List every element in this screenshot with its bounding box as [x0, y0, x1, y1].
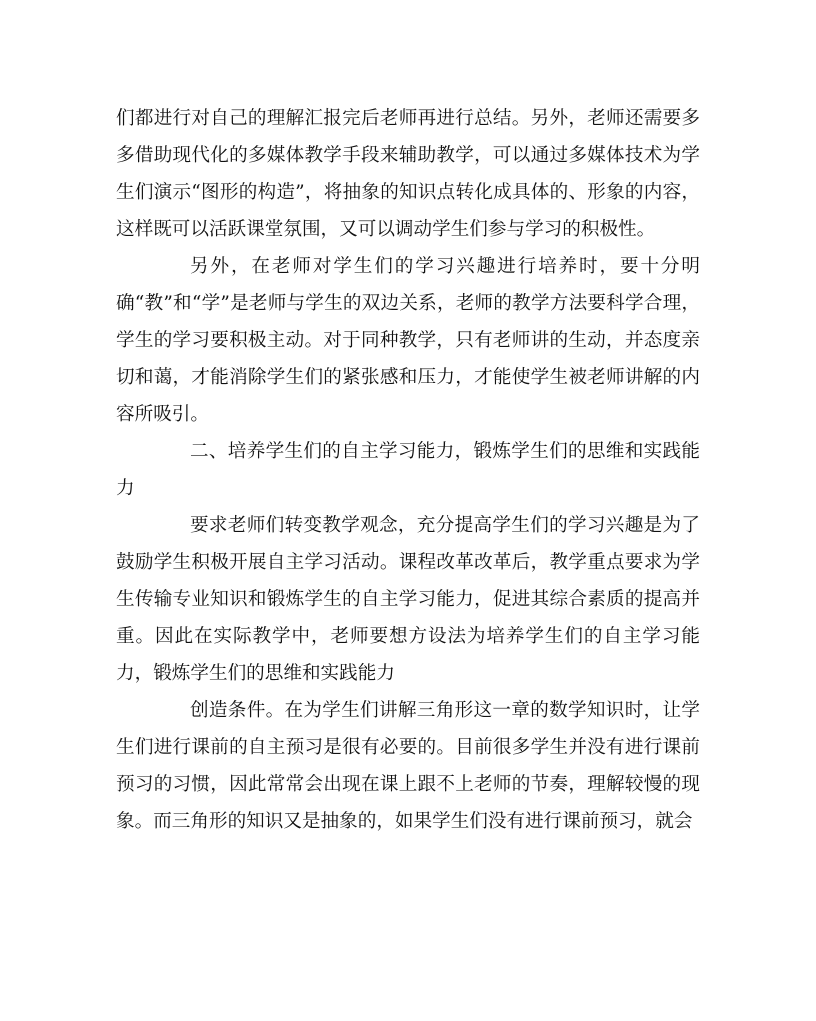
paragraph-self-learning: 要求老师们转变教学观念，充分提高学生们的学习兴趣是为了鼓励学生积极开展自主学习活动。课程改革改革后，教学重点要求为学生传输专业知识和锻炼学生的自主学习能力，促进其综合素质的提高并重。因此在实际教学中，老师要想方设法为培养学生们的自主学习能力，锻炼学生们的思维和实践能力: [116, 515, 700, 684]
paragraph-preview: 创造条件。在为学生们讲解三角形这一章的数学知识时，让学生们进行课前的自主预习是很有必要的。目前很多学生并没有进行课前预习的习惯，因此常常会出现在课上跟不上老师的节奏，理解较慢的现象。而三角形的知识又是抽象的，如果学生们没有进行课前预习，就会: [116, 700, 700, 832]
paragraph-continuation: 们都进行对自己的理解汇报完后老师再进行总结。另外，老师还需要多多借助现代化的多媒体教学手段来辅助教学，可以通过多媒体技术为学生们演示“图形的构造”，将抽象的知识点转化成具体的、形象的内容，这样既可以活跃课堂氛围，又可以调动学生们参与学习的积极性。: [116, 108, 700, 240]
section-heading-two: 二、培养学生们的自主学习能力，锻炼学生们的思维和实践能力: [116, 441, 700, 499]
body-text: [116, 100, 700, 840]
paragraph-teaching-interest: 另外，在老师对学生们的学习兴趣进行培养时，要十分明确“教”和“学”是老师与学生的双边关系，老师的教学方法要科学合理，学生的学习要积极主动。对于同种教学，只有老师讲的生动，并态度亲切和蔼，才能消除学生们的紧张感和压力，才能使学生被老师讲解的内容所吸引。: [116, 256, 700, 425]
